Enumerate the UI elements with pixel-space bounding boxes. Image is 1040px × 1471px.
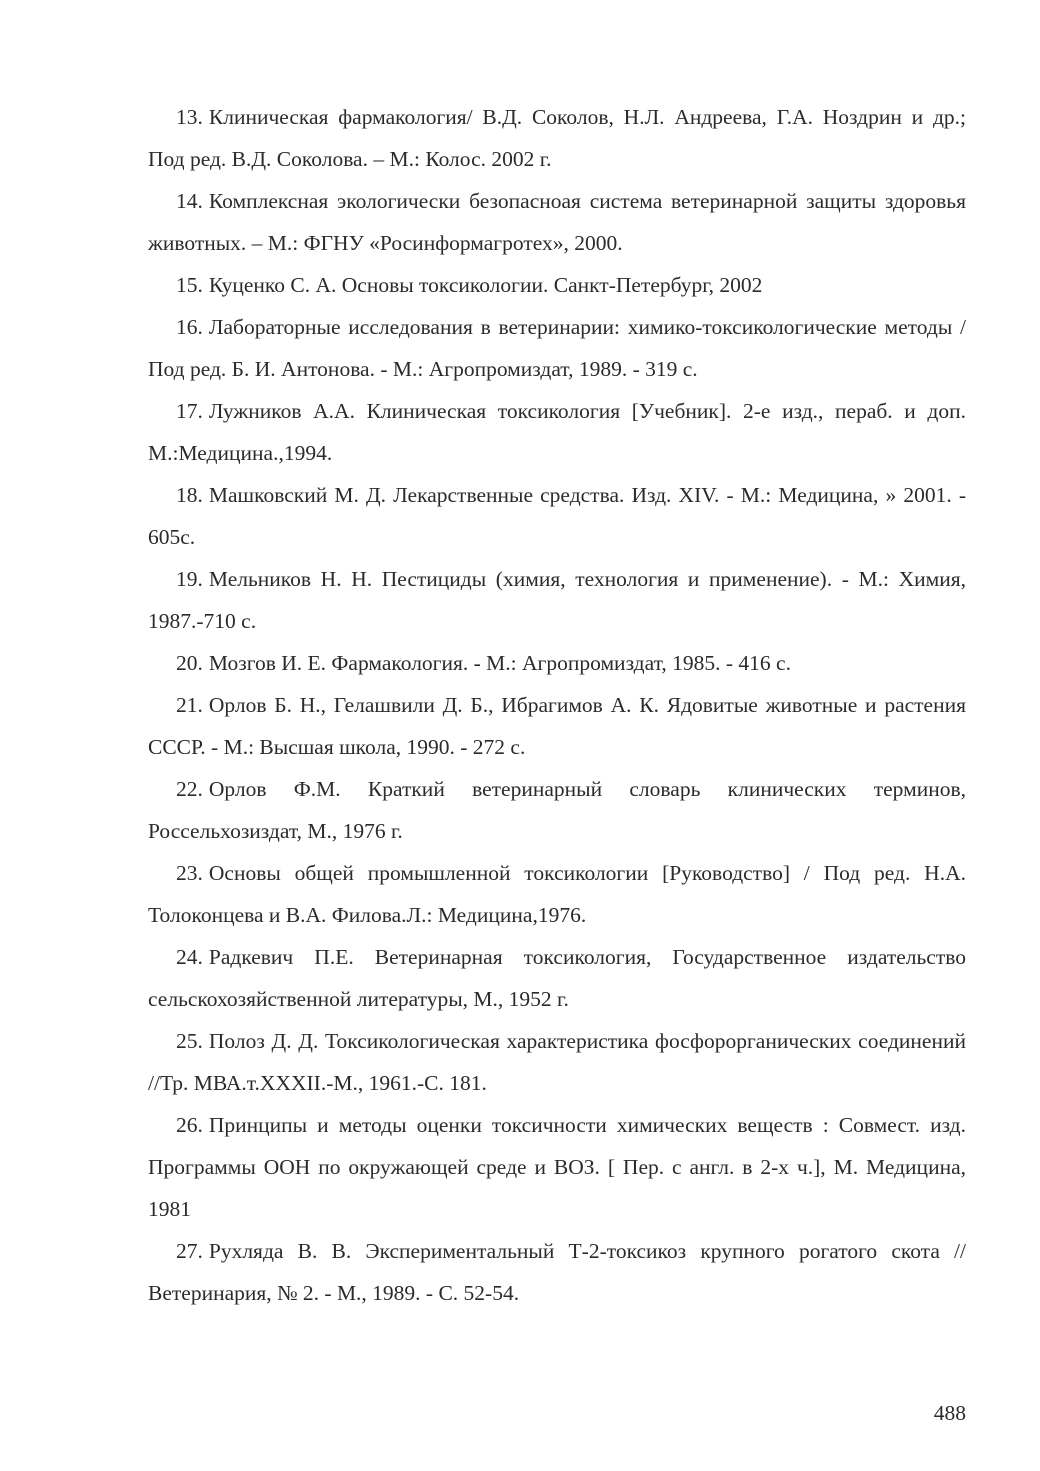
reference-item xyxy=(148,684,966,768)
reference-item xyxy=(148,852,966,936)
reference-text: Орлов Б. Н., Гелашвили Д. Б., Ибрагимов А. К. Ядовитые животные и растения СССР. - М.: Высшая школа, 1990. - 272 с. xyxy=(148,693,966,759)
reference-number: 18. xyxy=(176,483,203,507)
reference-number: 21. xyxy=(176,693,203,717)
reference-text: Машковский М. Д. Лекарственные средства. Изд. XIV. - М.: Медицина, » 2001. - 605с. xyxy=(148,483,966,549)
reference-text: Мозгов И. Е. Фармакология. - М.: Агропромиздат, 1985. - 416 с. xyxy=(208,651,791,675)
reference-number: 23. xyxy=(176,861,203,885)
reference-number: 16. xyxy=(176,315,203,339)
reference-number: 24. xyxy=(176,945,203,969)
reference-number: 20. xyxy=(176,651,203,675)
reference-item xyxy=(148,306,966,390)
reference-item xyxy=(148,1230,966,1314)
reference-text: Основы общей промышленной токсикологии [Руководство] / Под ред. Н.А. Толоконцева и В.А. Филова.Л.: Медицина,1976. xyxy=(148,861,966,927)
reference-text: Орлов Ф.М. Краткий ветеринарный словарь клинических терминов, Россельхозиздат, М., 1976 г. xyxy=(148,777,966,843)
reference-text: Куценко С. А. Основы токсикологии. Санкт-Петербург, 2002 xyxy=(208,273,763,297)
reference-number: 15. xyxy=(176,273,203,297)
reference-text: Лужников А.А. Клиническая токсикология [Учебник]. 2-е изд., пераб. и доп. М.:Медицина.,1994. xyxy=(148,399,966,465)
reference-item xyxy=(148,1020,966,1104)
reference-number: 13. xyxy=(176,105,203,129)
reference-item xyxy=(148,642,966,684)
reference-text: Полоз Д. Д. Токсикологическая характеристика фосфорорганических соединений //Тр. МВА.т.XXXII.-М., 1961.-С. 181. xyxy=(148,1029,966,1095)
reference-number: 22. xyxy=(176,777,203,801)
reference-list xyxy=(148,96,966,1314)
reference-text: Мельников Н. Н. Пестициды (химия, технология и применение). - М.: Химия, 1987.-710 с. xyxy=(148,567,966,633)
reference-item xyxy=(148,96,966,180)
reference-number: 17. xyxy=(176,399,203,423)
reference-item xyxy=(148,558,966,642)
reference-number: 14. xyxy=(176,189,203,213)
reference-item xyxy=(148,936,966,1020)
reference-text: Рухляда В. В. Экспериментальный Т-2-токсикоз крупного рогатого скота // Ветеринария, № 2. - М., 1989. - С. 52-54. xyxy=(148,1239,966,1305)
reference-item xyxy=(148,390,966,474)
reference-item xyxy=(148,1104,966,1230)
reference-item xyxy=(148,768,966,852)
reference-item xyxy=(148,474,966,558)
reference-item xyxy=(148,264,966,306)
reference-number: 19. xyxy=(176,567,203,591)
reference-text: Радкевич П.Е. Ветеринарная токсикология, Государственное издательство сельскохозяйственной литературы, М., 1952 г. xyxy=(148,945,966,1011)
reference-number: 26. xyxy=(176,1113,203,1137)
reference-item xyxy=(148,180,966,264)
reference-text: Лабораторные исследования в ветеринарии: химико-токсикологические методы /Под ред. Б. И. Антонова. - М.: Агропромиздат, 1989. - 319 с. xyxy=(148,315,966,381)
reference-text: Принципы и методы оценки токсичности химических веществ : Совмест. изд. Программы ООН по окружающей среде и ВОЗ. [ Пер. с англ. в 2-х ч.], М. Медицина, 1981 xyxy=(148,1113,966,1221)
reference-text: Комплексная экологически безопасноая система ветеринарной защиты здоровья животных. – М.: ФГНУ «Росинформагротех», 2000. xyxy=(148,189,966,255)
page-number: 488 xyxy=(933,1401,966,1425)
reference-number: 27. xyxy=(176,1239,203,1263)
reference-number: 25. xyxy=(176,1029,203,1053)
reference-text: Клиническая фармакология/ В.Д. Соколов, Н.Л. Андреева, Г.А. Ноздрин и др.; Под ред. В.Д. Соколова. – М.: Колос. 2002 г. xyxy=(148,105,966,171)
